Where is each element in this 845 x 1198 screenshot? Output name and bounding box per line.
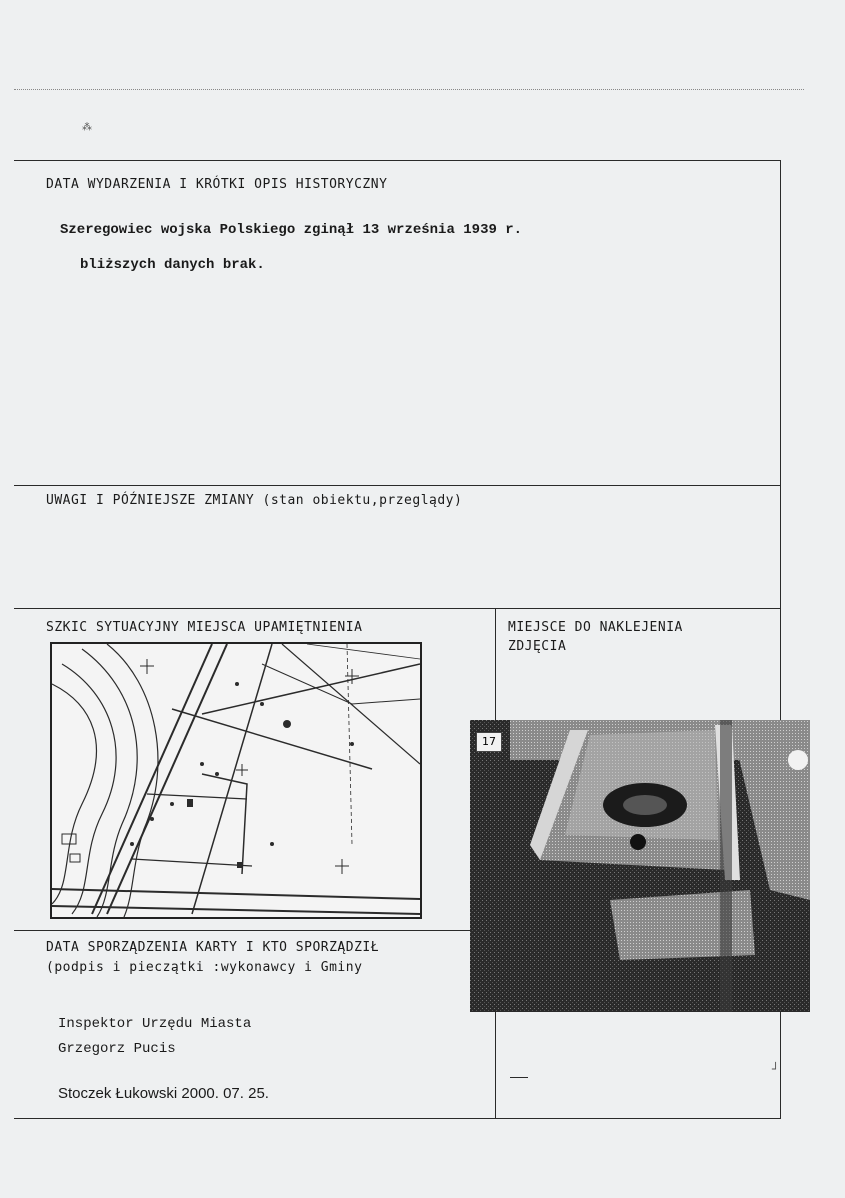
prepared-label-line2: (podpis i pieczątki :wykonawcy i Gminy [46, 960, 363, 975]
photo-number-sticker: 17 [476, 732, 502, 752]
history-text-line1: Szeregowiec wojska Polskiego zginął 13 września 1939 r. [60, 222, 523, 238]
prepared-by-name: Grzegorz Pucis [58, 1041, 176, 1057]
frame-bottom-rule [14, 1118, 781, 1119]
prepared-label-line1: DATA SPORZĄDZENIA KARTY I KTO SPORZĄDZIŁ [46, 940, 380, 955]
prepared-place-date: Stoczek Łukowski 2000. 07. 25. [58, 1085, 269, 1102]
map-drawing [52, 644, 420, 917]
signature-dash [510, 1077, 528, 1078]
grave-photo-image [470, 720, 810, 1012]
divider-prepared [14, 930, 495, 931]
sketch-label: SZKIC SYTUACYJNY MIEJSCA UPAMIĘTNIENIA [46, 620, 363, 635]
top-dotted-rule [14, 89, 804, 90]
scan-mark: ┘ [772, 1062, 780, 1076]
divider-sketch [14, 608, 781, 609]
history-text-line2: bliższych danych brak. [80, 257, 265, 273]
divider-notes [14, 485, 781, 486]
scan-speck: ⁂ [82, 122, 92, 133]
frame-top-rule [14, 160, 781, 161]
grave-photo [470, 720, 810, 1012]
photo-label-line2: ZDJĘCIA [508, 639, 567, 654]
photo-label-line1: MIEJSCE DO NAKLEJENIA [508, 620, 683, 635]
history-label: DATA WYDARZENIA I KRÓTKI OPIS HISTORYCZNY [46, 177, 388, 192]
situation-sketch-map [50, 642, 422, 919]
notes-label: UWAGI I PÓŹNIEJSZE ZMIANY (stan obiektu,przeglądy) [46, 493, 463, 508]
prepared-by-title: Inspektor Urzędu Miasta [58, 1016, 252, 1032]
